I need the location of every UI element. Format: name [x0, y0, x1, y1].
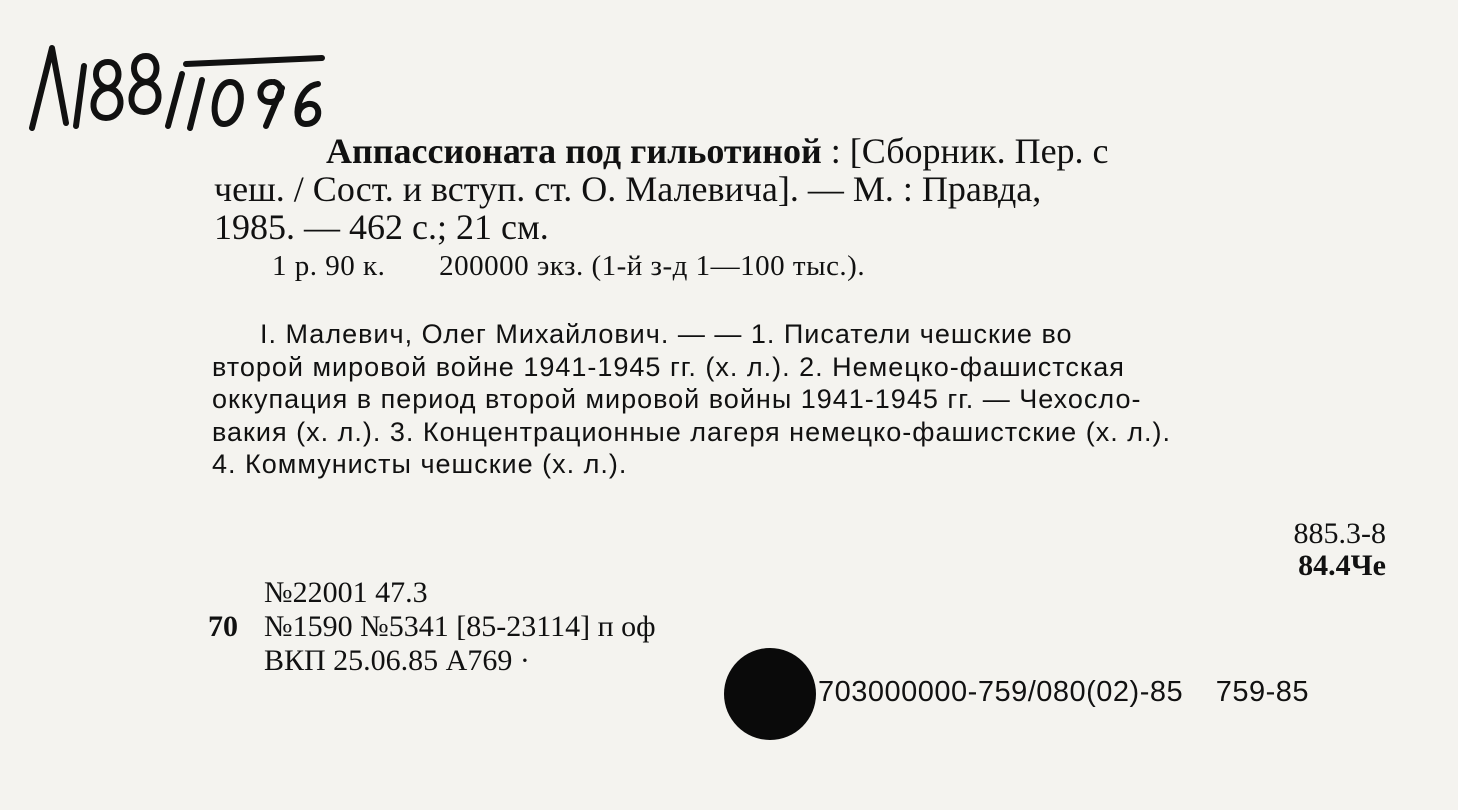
- isbn-code: 703000000-759/080(02)-85: [818, 676, 1184, 708]
- subject-headings: [212, 318, 1388, 481]
- punch-hole-mark: [724, 648, 816, 740]
- title-line-2: чеш. / Сост. и вступ. ст. О. Малевича]. — М. : Правда,: [214, 169, 1042, 209]
- price-copies: 200000 экз. (1-й з-д 1—100 тыс.).: [439, 250, 866, 282]
- card-number: 70: [208, 610, 238, 643]
- book-title: Аппассионата под гильотиной: [326, 131, 822, 171]
- subject-line: второй мировой войне 1941-1945 гг. (х. л.). 2. Немецко-фашистская: [212, 351, 1125, 382]
- price-line: [272, 250, 865, 283]
- code-line-3: ВКП 25.06.85 А769 ·: [264, 644, 530, 677]
- classification-codes: [1294, 518, 1387, 582]
- subject-line: I. Малевич, Олег Михайлович. — — 1. Писатели чешские во: [260, 319, 1073, 349]
- code-line-2: №1590 №5341 [85-23114] п оф: [264, 610, 656, 643]
- print-codes: [264, 576, 656, 678]
- subject-line: 4. Коммунисты чешские (х. л.).: [212, 449, 628, 479]
- order-number: 759-85: [1215, 676, 1310, 708]
- title-line-3: 1985. — 462 с.; 21 см.: [214, 207, 549, 247]
- title-line-1: [214, 132, 1386, 170]
- classification-line-2: 84.4Че: [1298, 549, 1386, 582]
- isbn-line: [818, 676, 1309, 709]
- subject-line: оккупация в период второй мировой войны 1941-1945 гг. — Чехосло-: [212, 384, 1142, 414]
- code-line-1: №22001 47.3: [264, 576, 428, 609]
- title-rest: : [Сборник. Пер. с: [821, 131, 1109, 171]
- handwritten-call-number-drawing: [22, 28, 342, 138]
- classification-line-1: 885.3-8: [1293, 517, 1386, 550]
- subject-line: вакия (х. л.). 3. Концентрационные лагеря немецко-фашистские (х. л.).: [212, 416, 1171, 447]
- price-cost: 1 р. 90 к.: [272, 250, 386, 282]
- handwritten-call-number: [22, 28, 342, 138]
